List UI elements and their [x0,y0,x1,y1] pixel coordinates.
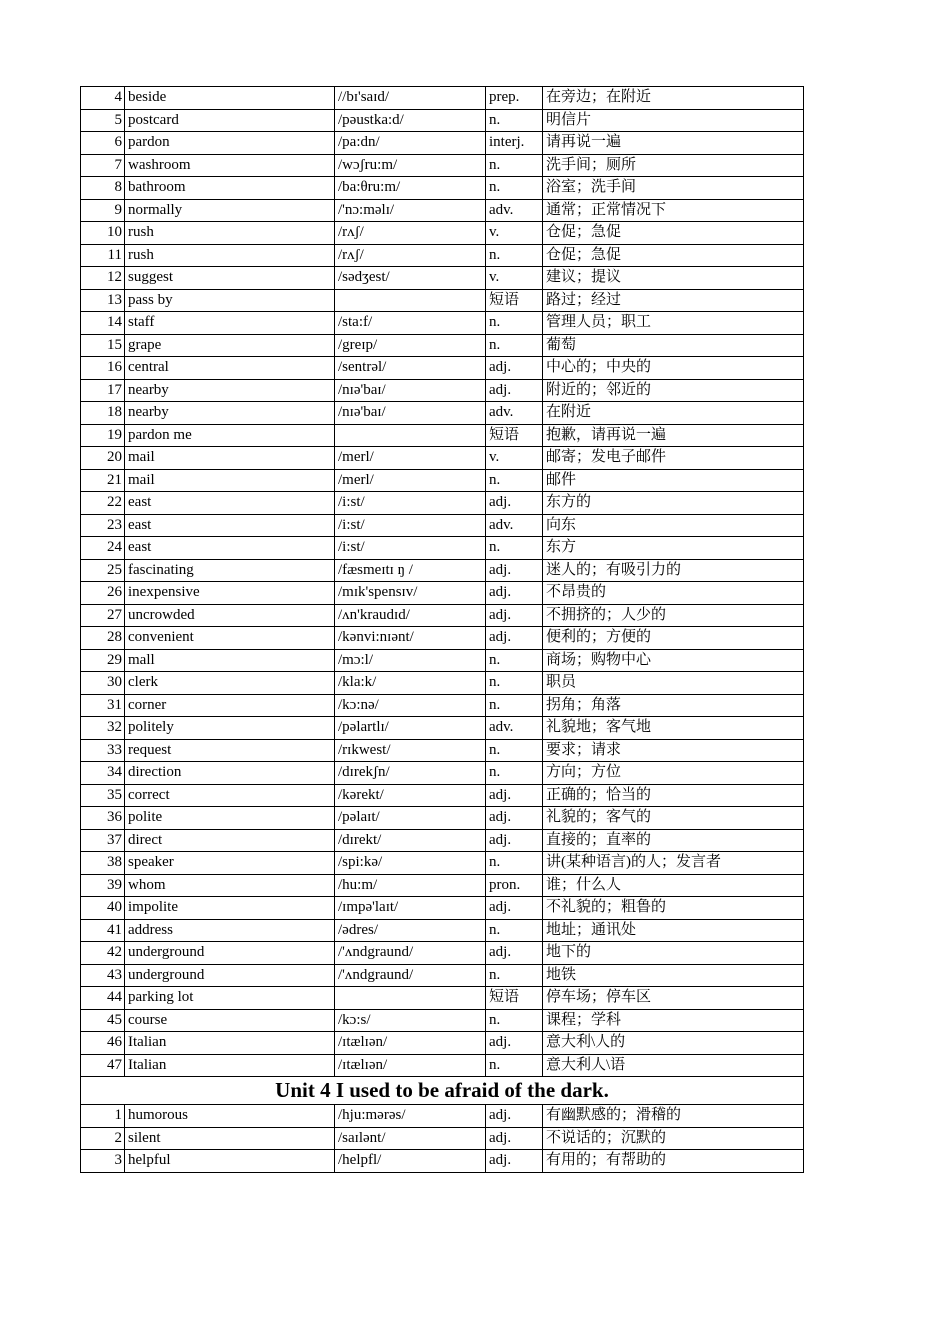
part-of-speech-cell: n. [486,312,543,335]
phonetic-cell: /sentrəl/ [335,357,486,380]
part-of-speech-cell: n. [486,852,543,875]
vocabulary-table [80,86,804,1173]
part-of-speech-cell: n. [486,672,543,695]
phonetic-cell: /merl/ [335,469,486,492]
word-cell: underground [125,964,335,987]
meaning-cell: 地铁 [543,964,804,987]
phonetic-cell: /ədres/ [335,919,486,942]
phonetic-cell: /i:st/ [335,514,486,537]
phonetic-cell: /rɪkwest/ [335,739,486,762]
phonetic-cell: /ɪmpə'laɪt/ [335,897,486,920]
meaning-cell: 葡萄 [543,334,804,357]
row-number: 5 [81,109,125,132]
row-number: 25 [81,559,125,582]
unit4-rows [81,1105,804,1173]
word-cell: grape [125,334,335,357]
phonetic-cell: /rʌʃ/ [335,244,486,267]
row-number: 36 [81,807,125,830]
phonetic-cell: /ba:θru:m/ [335,177,486,200]
part-of-speech-cell: adv. [486,717,543,740]
phonetic-cell: /kɔ:nə/ [335,694,486,717]
word-cell: central [125,357,335,380]
meaning-cell: 在旁边；在附近 [543,87,804,110]
part-of-speech-cell: 短语 [486,289,543,312]
table-row [81,424,804,447]
row-number: 38 [81,852,125,875]
table-row [81,874,804,897]
table-row [81,1054,804,1077]
table-row [81,289,804,312]
phonetic-cell: /nɪə'baɪ/ [335,379,486,402]
phonetic-cell: /'nɔ:məlɪ/ [335,199,486,222]
table-row [81,762,804,785]
meaning-cell: 迷人的；有吸引力的 [543,559,804,582]
meaning-cell: 邮件 [543,469,804,492]
phonetic-cell: /pa:dn/ [335,132,486,155]
table-row [81,829,804,852]
unit4-header [81,1077,804,1105]
table-row [81,267,804,290]
table-row [81,784,804,807]
phonetic-cell: /pəlaɪt/ [335,807,486,830]
table-row [81,154,804,177]
meaning-cell: 建议；提议 [543,267,804,290]
row-number: 45 [81,1009,125,1032]
phonetic-cell: /sta:f/ [335,312,486,335]
table-row [81,109,804,132]
word-cell: east [125,514,335,537]
table-row [81,807,804,830]
row-number: 43 [81,964,125,987]
row-number: 10 [81,222,125,245]
meaning-cell: 在附近 [543,402,804,425]
table-row [81,852,804,875]
table-row [81,1105,804,1128]
row-number: 31 [81,694,125,717]
word-cell: whom [125,874,335,897]
phonetic-cell: /hu:m/ [335,874,486,897]
word-cell: Italian [125,1032,335,1055]
word-cell: course [125,1009,335,1032]
row-number: 4 [81,87,125,110]
part-of-speech-cell: adj. [486,784,543,807]
row-number: 24 [81,537,125,560]
table-row [81,244,804,267]
row-number: 21 [81,469,125,492]
meaning-cell: 意大利\人的 [543,1032,804,1055]
table-row [81,1009,804,1032]
row-number: 3 [81,1150,125,1173]
phonetic-cell: /kənvi:nɪənt/ [335,627,486,650]
phonetic-cell [335,987,486,1010]
meaning-cell: 职员 [543,672,804,695]
meaning-cell: 要求；请求 [543,739,804,762]
part-of-speech-cell: adv. [486,199,543,222]
word-cell: east [125,537,335,560]
meaning-cell: 不礼貌的；粗鲁的 [543,897,804,920]
word-cell: helpful [125,1150,335,1173]
meaning-cell: 礼貌地；客气地 [543,717,804,740]
word-cell: polite [125,807,335,830]
phonetic-cell: /dɪrekʃn/ [335,762,486,785]
word-cell: mail [125,447,335,470]
row-number: 39 [81,874,125,897]
table-row [81,672,804,695]
row-number: 41 [81,919,125,942]
meaning-cell: 商场；购物中心 [543,649,804,672]
word-cell: Italian [125,1054,335,1077]
meaning-cell: 抱歉，请再说一遍 [543,424,804,447]
table-row [81,964,804,987]
table-row [81,1150,804,1173]
meaning-cell: 明信片 [543,109,804,132]
meaning-cell: 附近的；邻近的 [543,379,804,402]
part-of-speech-cell: n. [486,694,543,717]
table-row [81,942,804,965]
phonetic-cell: /hju:mərəs/ [335,1105,486,1128]
part-of-speech-cell: n. [486,537,543,560]
phonetic-cell: /ʌn'kraudɪd/ [335,604,486,627]
row-number: 18 [81,402,125,425]
phonetic-cell: /wɔʃru:m/ [335,154,486,177]
phonetic-cell: /ɪtælɪən/ [335,1054,486,1077]
part-of-speech-cell: v. [486,267,543,290]
meaning-cell: 礼貌的；客气的 [543,807,804,830]
row-number: 28 [81,627,125,650]
word-cell: parking lot [125,987,335,1010]
table-row [81,469,804,492]
part-of-speech-cell: n. [486,964,543,987]
meaning-cell: 不拥挤的；人少的 [543,604,804,627]
table-row [81,919,804,942]
part-of-speech-cell: prep. [486,87,543,110]
part-of-speech-cell: n. [486,109,543,132]
phonetic-cell: /pəustka:d/ [335,109,486,132]
table-row [81,357,804,380]
row-number: 11 [81,244,125,267]
part-of-speech-cell: n. [486,649,543,672]
phonetic-cell: /'ʌndgraund/ [335,964,486,987]
word-cell: normally [125,199,335,222]
phonetic-cell: /merl/ [335,447,486,470]
part-of-speech-cell: adj. [486,897,543,920]
part-of-speech-cell: adj. [486,942,543,965]
part-of-speech-cell: adj. [486,627,543,650]
part-of-speech-cell: adj. [486,492,543,515]
meaning-cell: 方向；方位 [543,762,804,785]
word-cell: uncrowded [125,604,335,627]
row-number: 47 [81,1054,125,1077]
word-cell: east [125,492,335,515]
meaning-cell: 浴室；洗手间 [543,177,804,200]
meaning-cell: 便利的；方便的 [543,627,804,650]
phonetic-cell: /i:st/ [335,537,486,560]
part-of-speech-cell: adv. [486,514,543,537]
row-number: 6 [81,132,125,155]
table-row [81,897,804,920]
row-number: 8 [81,177,125,200]
table-row [81,222,804,245]
meaning-cell: 直接的；直率的 [543,829,804,852]
row-number: 19 [81,424,125,447]
meaning-cell: 正确的；恰当的 [543,784,804,807]
part-of-speech-cell: adj. [486,1150,543,1173]
word-cell: postcard [125,109,335,132]
meaning-cell: 东方的 [543,492,804,515]
part-of-speech-cell: n. [486,177,543,200]
table-row [81,402,804,425]
row-number: 20 [81,447,125,470]
phonetic-cell: /dɪrekt/ [335,829,486,852]
table-row [81,379,804,402]
row-number: 2 [81,1127,125,1150]
table-row [81,492,804,515]
meaning-cell: 地下的 [543,942,804,965]
meaning-cell: 地址；通讯处 [543,919,804,942]
meaning-cell: 通常；正常情况下 [543,199,804,222]
phonetic-cell: /saɪlənt/ [335,1127,486,1150]
part-of-speech-cell: pron. [486,874,543,897]
table-row [81,1127,804,1150]
row-number: 35 [81,784,125,807]
row-number: 13 [81,289,125,312]
table-row [81,514,804,537]
row-number: 37 [81,829,125,852]
word-cell: request [125,739,335,762]
word-cell: speaker [125,852,335,875]
part-of-speech-cell: adj. [486,582,543,605]
phonetic-cell: /i:st/ [335,492,486,515]
row-number: 30 [81,672,125,695]
part-of-speech-cell: adj. [486,829,543,852]
phonetic-cell: /fæsmeɪtɪ ŋ / [335,559,486,582]
part-of-speech-cell: adj. [486,604,543,627]
row-number: 46 [81,1032,125,1055]
meaning-cell: 仓促；急促 [543,244,804,267]
phonetic-cell: /pəlartlɪ/ [335,717,486,740]
meaning-cell: 课程；学科 [543,1009,804,1032]
table-row [81,312,804,335]
meaning-cell: 谁；什么人 [543,874,804,897]
row-number: 33 [81,739,125,762]
table-row [81,334,804,357]
table-row [81,694,804,717]
word-cell: direct [125,829,335,852]
table-row [81,537,804,560]
table-row [81,177,804,200]
part-of-speech-cell: n. [486,1009,543,1032]
row-number: 32 [81,717,125,740]
word-cell: washroom [125,154,335,177]
phonetic-cell: /'ʌndgraund/ [335,942,486,965]
phonetic-cell: /spi:kə/ [335,852,486,875]
word-cell: pass by [125,289,335,312]
meaning-cell: 停车场；停车区 [543,987,804,1010]
part-of-speech-cell: n. [486,469,543,492]
word-cell: impolite [125,897,335,920]
part-of-speech-cell: adj. [486,559,543,582]
row-number: 14 [81,312,125,335]
phonetic-cell: /nɪə'baɪ/ [335,402,486,425]
meaning-cell: 请再说一遍 [543,132,804,155]
row-number: 26 [81,582,125,605]
row-number: 16 [81,357,125,380]
phonetic-cell: /rʌʃ/ [335,222,486,245]
part-of-speech-cell: adj. [486,379,543,402]
row-number: 40 [81,897,125,920]
row-number: 23 [81,514,125,537]
meaning-cell: 管理人员；职工 [543,312,804,335]
word-cell: clerk [125,672,335,695]
unit3-rows [81,87,804,1077]
meaning-cell: 讲(某种语言)的人；发言者 [543,852,804,875]
part-of-speech-cell: adj. [486,1105,543,1128]
meaning-cell: 东方 [543,537,804,560]
word-cell: rush [125,244,335,267]
phonetic-cell: /kɔ:s/ [335,1009,486,1032]
word-cell: correct [125,784,335,807]
row-number: 42 [81,942,125,965]
table-row [81,559,804,582]
part-of-speech-cell: adv. [486,402,543,425]
row-number: 15 [81,334,125,357]
meaning-cell: 有用的；有帮助的 [543,1150,804,1173]
word-cell: pardon [125,132,335,155]
meaning-cell: 仓促；急促 [543,222,804,245]
table-row [81,604,804,627]
table-row [81,987,804,1010]
part-of-speech-cell: v. [486,447,543,470]
meaning-cell: 路过；经过 [543,289,804,312]
row-number: 12 [81,267,125,290]
part-of-speech-cell: 短语 [486,424,543,447]
word-cell: corner [125,694,335,717]
table-row [81,447,804,470]
phonetic-cell [335,289,486,312]
phonetic-cell: /kla:k/ [335,672,486,695]
table-row [81,199,804,222]
phonetic-cell: /greɪp/ [335,334,486,357]
word-cell: fascinating [125,559,335,582]
phonetic-cell: /helpfl/ [335,1150,486,1173]
word-cell: underground [125,942,335,965]
table-row [81,1032,804,1055]
word-cell: nearby [125,379,335,402]
row-number: 1 [81,1105,125,1128]
row-number: 9 [81,199,125,222]
word-cell: bathroom [125,177,335,200]
phonetic-cell: /mɔ:l/ [335,649,486,672]
word-cell: nearby [125,402,335,425]
unit-title: Unit 4 I used to be afraid of the dark. [81,1077,804,1105]
word-cell: pardon me [125,424,335,447]
meaning-cell: 向东 [543,514,804,537]
phonetic-cell [335,424,486,447]
part-of-speech-cell: v. [486,222,543,245]
phonetic-cell: /mɪk'spensɪv/ [335,582,486,605]
table-row [81,627,804,650]
part-of-speech-cell: n. [486,154,543,177]
word-cell: address [125,919,335,942]
word-cell: mall [125,649,335,672]
part-of-speech-cell: n. [486,334,543,357]
word-cell: politely [125,717,335,740]
word-cell: staff [125,312,335,335]
phonetic-cell: /kərekt/ [335,784,486,807]
row-number: 29 [81,649,125,672]
meaning-cell: 不说话的；沉默的 [543,1127,804,1150]
part-of-speech-cell: n. [486,919,543,942]
part-of-speech-cell: n. [486,762,543,785]
word-cell: mail [125,469,335,492]
meaning-cell: 洗手间；厕所 [543,154,804,177]
table-row [81,739,804,762]
part-of-speech-cell: n. [486,244,543,267]
part-of-speech-cell: adj. [486,807,543,830]
part-of-speech-cell: adj. [486,1127,543,1150]
word-cell: convenient [125,627,335,650]
part-of-speech-cell: adj. [486,1032,543,1055]
meaning-cell: 拐角；角落 [543,694,804,717]
row-number: 22 [81,492,125,515]
part-of-speech-cell: interj. [486,132,543,155]
part-of-speech-cell: adj. [486,357,543,380]
row-number: 34 [81,762,125,785]
part-of-speech-cell: 短语 [486,987,543,1010]
phonetic-cell: /ɪtælɪən/ [335,1032,486,1055]
meaning-cell: 中心的；中央的 [543,357,804,380]
table-row [81,717,804,740]
meaning-cell: 有幽默感的；滑稽的 [543,1105,804,1128]
meaning-cell: 不昂贵的 [543,582,804,605]
word-cell: direction [125,762,335,785]
row-number: 7 [81,154,125,177]
word-cell: rush [125,222,335,245]
row-number: 27 [81,604,125,627]
table-row [81,582,804,605]
row-number: 44 [81,987,125,1010]
meaning-cell: 意大利人\语 [543,1054,804,1077]
phonetic-cell: /sədʒest/ [335,267,486,290]
word-cell: beside [125,87,335,110]
word-cell: suggest [125,267,335,290]
meaning-cell: 邮寄；发电子邮件 [543,447,804,470]
table-row [81,87,804,110]
word-cell: silent [125,1127,335,1150]
part-of-speech-cell: n. [486,739,543,762]
phonetic-cell: //bɪ'saɪd/ [335,87,486,110]
row-number: 17 [81,379,125,402]
table-row [81,132,804,155]
word-cell: humorous [125,1105,335,1128]
table-row [81,649,804,672]
part-of-speech-cell: n. [486,1054,543,1077]
word-cell: inexpensive [125,582,335,605]
